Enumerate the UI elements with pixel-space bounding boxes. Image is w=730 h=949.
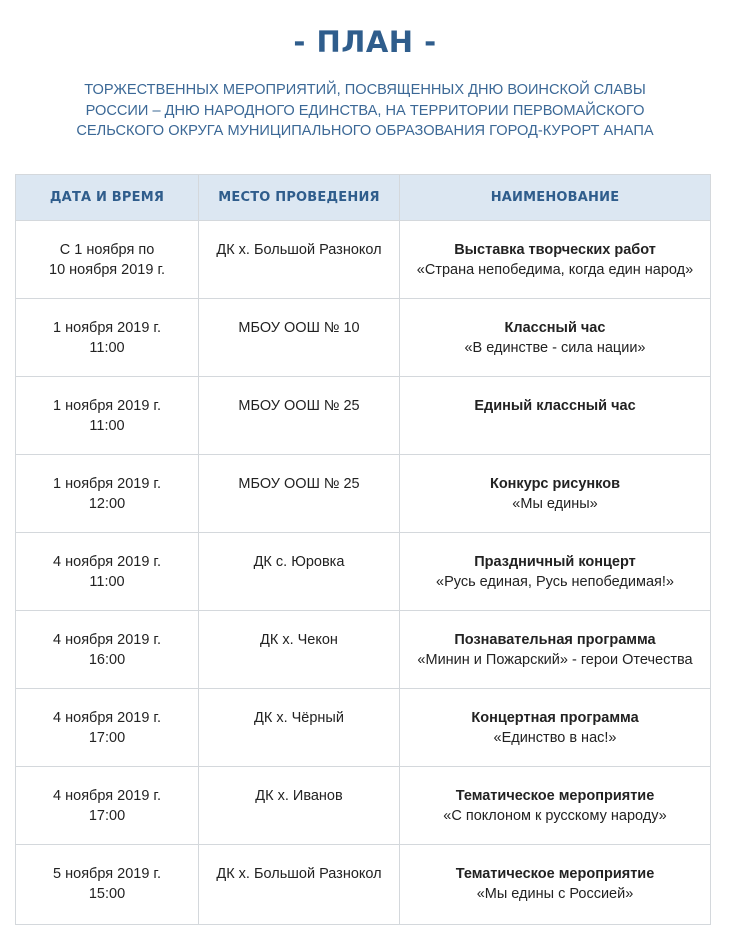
table-row [16,299,711,377]
cell-date-time [16,377,199,455]
venue-text: МБОУ ООШ № 10 [238,320,360,336]
table-row [16,377,711,455]
time-text: 17:00 [88,729,126,746]
time-text: 17:00 [88,807,126,824]
event-description: «С поклоном к русскому народу» [443,807,667,824]
venue-text: МБОУ ООШ № 25 [238,476,360,492]
cell-event [400,767,711,845]
table-header [16,175,711,221]
date-text: 4 ноября 2019 г. [53,788,161,804]
table-row [16,533,711,611]
date-text: 1 ноября 2019 г. [53,320,161,336]
page-title: - ПЛАН - [293,25,437,59]
time-text: 11:00 [89,417,125,434]
time-text: 12:00 [88,495,126,512]
event-title: Концертная программа [471,710,639,726]
cell-venue [199,455,400,533]
time-text: 10 ноября 2019 г. [49,261,165,278]
cell-venue [199,221,400,299]
event-description: «Мы едины с Россией» [476,885,634,902]
events-table [15,174,711,925]
table-body [16,221,711,925]
table-row [16,611,711,689]
table-row [16,767,711,845]
date-text: 4 ноября 2019 г. [53,632,161,648]
cell-venue [199,377,400,455]
event-title: Выставка творческих работ [454,242,656,258]
event-description: «Мы едины» [512,495,598,512]
event-title: Праздничный концерт [474,554,636,570]
cell-date-time [16,455,199,533]
cell-event [400,299,711,377]
event-description: «Единство в нас!» [493,729,617,746]
cell-venue [199,689,400,767]
cell-date-time [16,845,199,925]
header-date-time: ДАТА И ВРЕМЯ [16,175,199,221]
venue-text: ДК х. Чекон [260,632,338,648]
cell-event [400,611,711,689]
cell-date-time [16,689,199,767]
cell-event [400,845,711,925]
event-title: Познавательная программа [454,632,656,648]
time-text: 15:00 [88,885,126,902]
cell-date-time [16,299,199,377]
date-text: 1 ноября 2019 г. [53,398,161,414]
date-text: 5 ноября 2019 г. [53,866,161,882]
cell-venue [199,611,400,689]
event-description: «Русь единая, Русь непобедимая!» [436,573,674,590]
time-text: 11:00 [89,573,125,590]
cell-venue [199,767,400,845]
page-subtitle: ТОРЖЕСТВЕННЫХ МЕРОПРИЯТИЙ, ПОСВЯЩЕННЫХ ДНЮ ВОИНСКОЙ СЛАВЫ РОССИИ – ДНЮ НАРОДНОГО ЕДИНСТВА, НА ТЕРРИТОРИИ ПЕРВОМАЙСКОГО СЕЛЬСКОГО ОКРУГА МУНИЦИПАЛЬНОГО ОБРАЗОВАНИЯ ГОРОД-КУРОРТ АНАПА [76,82,654,139]
table-row [16,845,711,925]
table-row [16,689,711,767]
cell-venue [199,299,400,377]
venue-text: ДК х. Большой Разнокол [216,242,382,258]
table-header-row [16,175,711,221]
table-row [16,455,711,533]
cell-venue [199,845,400,925]
cell-event [400,533,711,611]
event-description: «В единстве - сила нации» [464,339,646,356]
date-text: 4 ноября 2019 г. [53,554,161,570]
event-title: Конкурс рисунков [489,476,621,492]
event-title: Тематическое мероприятие [455,866,655,882]
table-row [16,221,711,299]
cell-event [400,221,711,299]
venue-text: ДК х. Чёрный [254,710,344,726]
time-text: 11:00 [89,339,125,356]
event-title: Тематическое мероприятие [455,788,655,804]
event-description: «Минин и Пожарский» - герои Отечества [417,651,693,668]
event-title: Единый классный час [474,398,636,414]
cell-event [400,377,711,455]
time-text: 16:00 [88,651,126,668]
cell-event [400,455,711,533]
cell-venue [199,533,400,611]
cell-event [400,689,711,767]
cell-date-time [16,767,199,845]
venue-text: ДК х. Большой Разнокол [216,866,382,882]
event-title: Классный час [504,320,606,336]
venue-text: ДК х. Иванов [255,788,343,804]
venue-text: ДК с. Юровка [253,554,345,570]
date-text: 1 ноября 2019 г. [53,476,161,492]
event-description: «Страна непобедима, когда един народ» [416,261,694,278]
date-text: 4 ноября 2019 г. [53,710,161,726]
cell-date-time [16,221,199,299]
date-text: С 1 ноября по [59,242,155,258]
header-event-name: НАИМЕНОВАНИЕ [400,175,711,221]
venue-text: МБОУ ООШ № 25 [238,398,360,414]
cell-date-time [16,533,199,611]
header-venue: МЕСТО ПРОВЕДЕНИЯ [199,175,400,221]
cell-date-time [16,611,199,689]
